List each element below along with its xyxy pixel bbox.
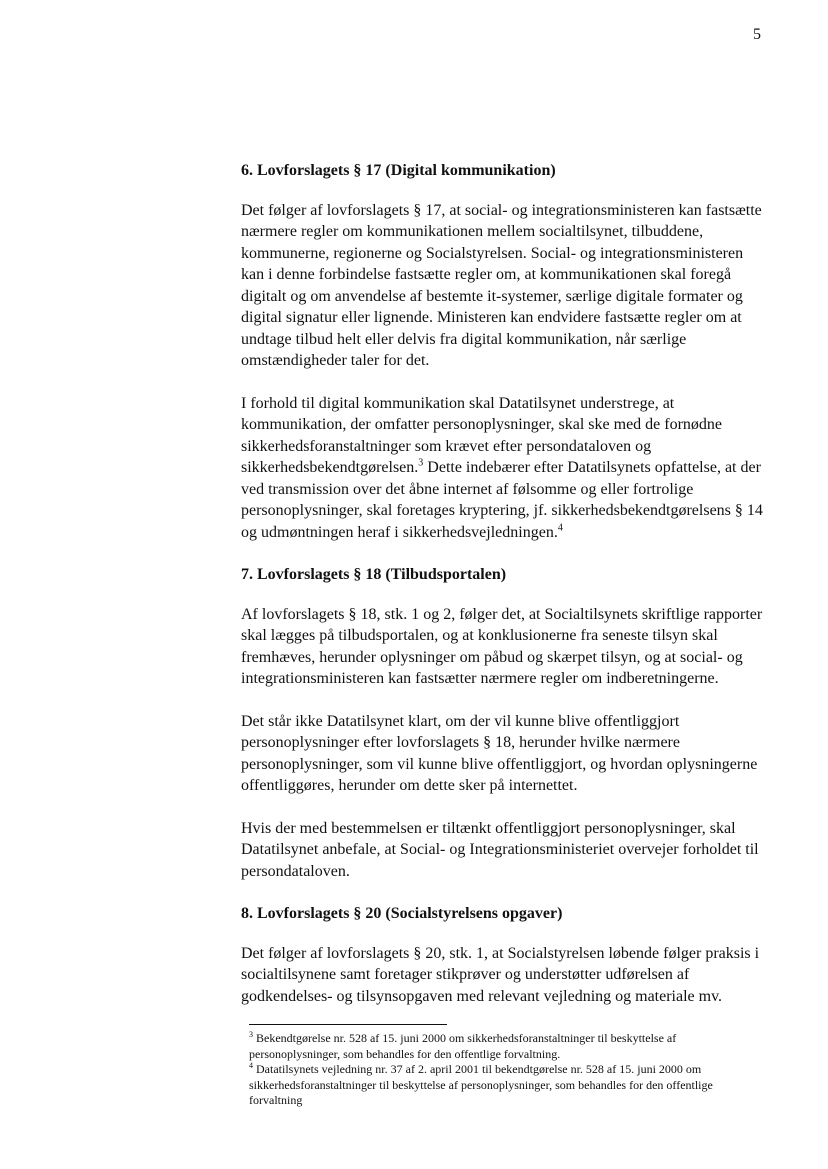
section-7-tilbudsportalen	[241, 564, 768, 882]
section-8-socialstyrelsen	[241, 903, 768, 1007]
section-heading: 6. Lovforslagets § 17 (Digital kommunikation)	[241, 162, 556, 179]
page-number: 5	[753, 26, 761, 43]
footnote-text: Bekendtgørelse nr. 528 af 15. juni 2000 om sikkerhedsforanstaltninger til beskyttelse af personoplysninger, som behandles for den offentlige forvaltning.	[249, 1031, 677, 1061]
paragraph: Det står ikke Datatilsynet klart, om der vil kunne blive offentliggjort personoplysninger efter lovforslagets § 18, herunder hvilke nærmere personoplysninger, som vil kunne blive offentliggjort, og hvordan oplysningerne offentliggøres, herunder om dette sker på internettet.	[241, 712, 758, 794]
document-body	[241, 160, 768, 1028]
footnotes	[249, 1031, 754, 1109]
paragraph	[241, 393, 768, 544]
paragraph-text: I forhold til digital kommunikation skal Datatilsynet understrege, at kommunikation, der omfatter personoplysninger, skal ske med de fornødne sikkerhedsforanstaltninger som krævet efter persondataloven og sikkerhedsbekendtgørelsen.	[241, 394, 723, 476]
paragraph-text: Dette indebærer efter Datatilsynets opfattelse, at der ved transmission over det åbne internet af følsomme og eller fortrolige personoplysninger, skal foretages kryptering, jf. sikkerhedsbekendtgørelsens § 14 og udmøntningen heraf i sikkerhedsvejledningen.	[241, 459, 763, 541]
paragraph: Hvis der med bestemmelsen er tiltænkt offentliggjort personoplysninger, skal Datatilsynet anbefale, at Social- og Integrationsministeriet overvejer forholdet til persondataloven.	[241, 819, 759, 880]
footnote-item	[249, 1062, 754, 1109]
footnote-divider	[249, 1024, 447, 1025]
paragraph: Det følger af lovforslagets § 20, stk. 1, at Socialstyrelsen løbende følger praksis i socialtilsynene samt foretager stikprøver og understøtter udførelsen af godkendelses- og tilsynsopgaven med relevant vejledning og materiale mv.	[241, 944, 760, 1005]
section-heading: 8. Lovforslagets § 20 (Socialstyrelsens opgaver)	[241, 905, 563, 922]
section-heading: 7. Lovforslagets § 18 (Tilbudsportalen)	[241, 566, 507, 583]
paragraph: Det følger af lovforslagets § 17, at social- og integrationsministeren kan fastsætte nærmere regler om kommunikationen mellem socialtilsynet, tilbuddene, kommunerne, regionerne og Socialstyrelsen. Social- og integrationsministeren kan i denne forbindelse fastsætte regler om, at kommunikationen skal foregå digitalt og om anvendelse af bestemte it-systemer, særlige digitale formater og digital signatur eller lignende. Ministeren kan endvidere fastsætte regler om at undtage tilbud helt eller delvis fra digital kommunikation, når særlige omstændigheder taler for det.	[241, 201, 762, 369]
footnote-text: Datatilsynets vejledning nr. 37 af 2. april 2001 til bekendtgørelse nr. 528 af 15. juni 2000 om sikkerhedsforanstaltninger til beskyttelse af personoplysninger, som behandles for den offentlige forvaltning	[249, 1062, 713, 1107]
paragraph: Af lovforslagets § 18, stk. 1 og 2, følger det, at Socialtilsynets skriftlige rapporter skal lægges på tilbudsportalen, og at konklusionerne fra seneste tilsyn skal fremhæves, herunder oplysninger om påbud og skærpet tilsyn, og at social- og integrationsministeren kan fastsætter nærmere regler om indberetningerne.	[241, 605, 763, 687]
footnote-item	[249, 1031, 754, 1062]
footnote-number: 4	[249, 1061, 253, 1070]
footnote-ref[interactable]: 3	[418, 457, 424, 469]
section-6-digital-communication	[241, 160, 768, 543]
footnote-number: 3	[249, 1030, 253, 1039]
footnote-ref[interactable]: 4	[557, 522, 563, 534]
